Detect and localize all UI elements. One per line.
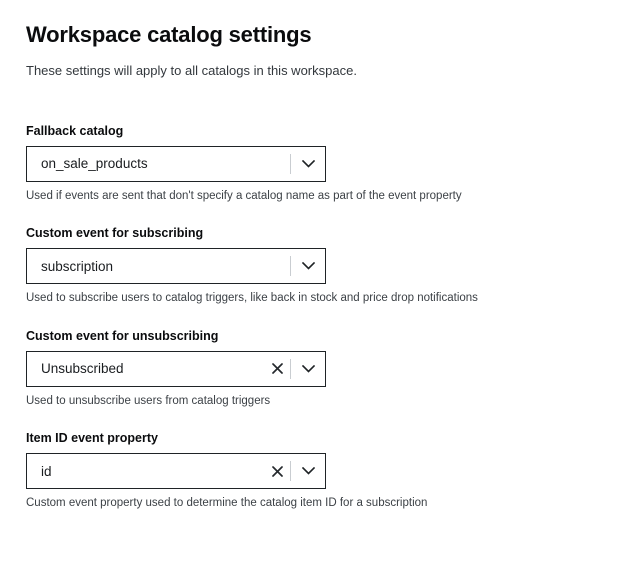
close-icon[interactable] bbox=[264, 454, 290, 488]
item-id-event-property-select[interactable] bbox=[26, 453, 326, 489]
field-label: Custom event for subscribing bbox=[26, 226, 204, 241]
select-value[interactable]: on_sale_products bbox=[41, 156, 148, 172]
field-help: Used if events are sent that don't specify a catalog name as part of the event property bbox=[26, 189, 462, 202]
select-value[interactable]: Unsubscribed bbox=[41, 361, 124, 377]
chevron-down-icon[interactable] bbox=[291, 454, 325, 488]
field-item-id-event-property bbox=[26, 431, 603, 512]
field-custom-event-subscribing bbox=[26, 226, 603, 307]
field-label: Custom event for unsubscribing bbox=[26, 328, 219, 343]
chevron-down-icon[interactable] bbox=[291, 147, 325, 181]
page-title: Workspace catalog settings bbox=[26, 22, 312, 47]
field-fallback-catalog bbox=[26, 124, 603, 205]
field-help: Used to unsubscribe users from catalog triggers bbox=[26, 394, 271, 407]
chevron-down-icon[interactable] bbox=[291, 249, 325, 283]
select-value[interactable]: subscription bbox=[41, 258, 114, 274]
fallback-catalog-select[interactable] bbox=[26, 146, 326, 182]
page-subtitle: These settings will apply to all catalogs in this workspace. bbox=[26, 63, 357, 78]
custom-event-unsubscribing-select[interactable] bbox=[26, 351, 326, 387]
close-icon[interactable] bbox=[264, 352, 290, 386]
field-help: Custom event property used to determine the catalog item ID for a subscription bbox=[26, 497, 428, 510]
field-label: Fallback catalog bbox=[26, 123, 124, 138]
field-custom-event-unsubscribing bbox=[26, 329, 603, 410]
select-value[interactable]: id bbox=[41, 463, 52, 479]
field-label: Item ID event property bbox=[26, 431, 158, 446]
field-help: Used to subscribe users to catalog triggers, like back in stock and price drop notifications bbox=[26, 292, 478, 305]
custom-event-subscribing-select[interactable] bbox=[26, 248, 326, 284]
chevron-down-icon[interactable] bbox=[291, 352, 325, 386]
